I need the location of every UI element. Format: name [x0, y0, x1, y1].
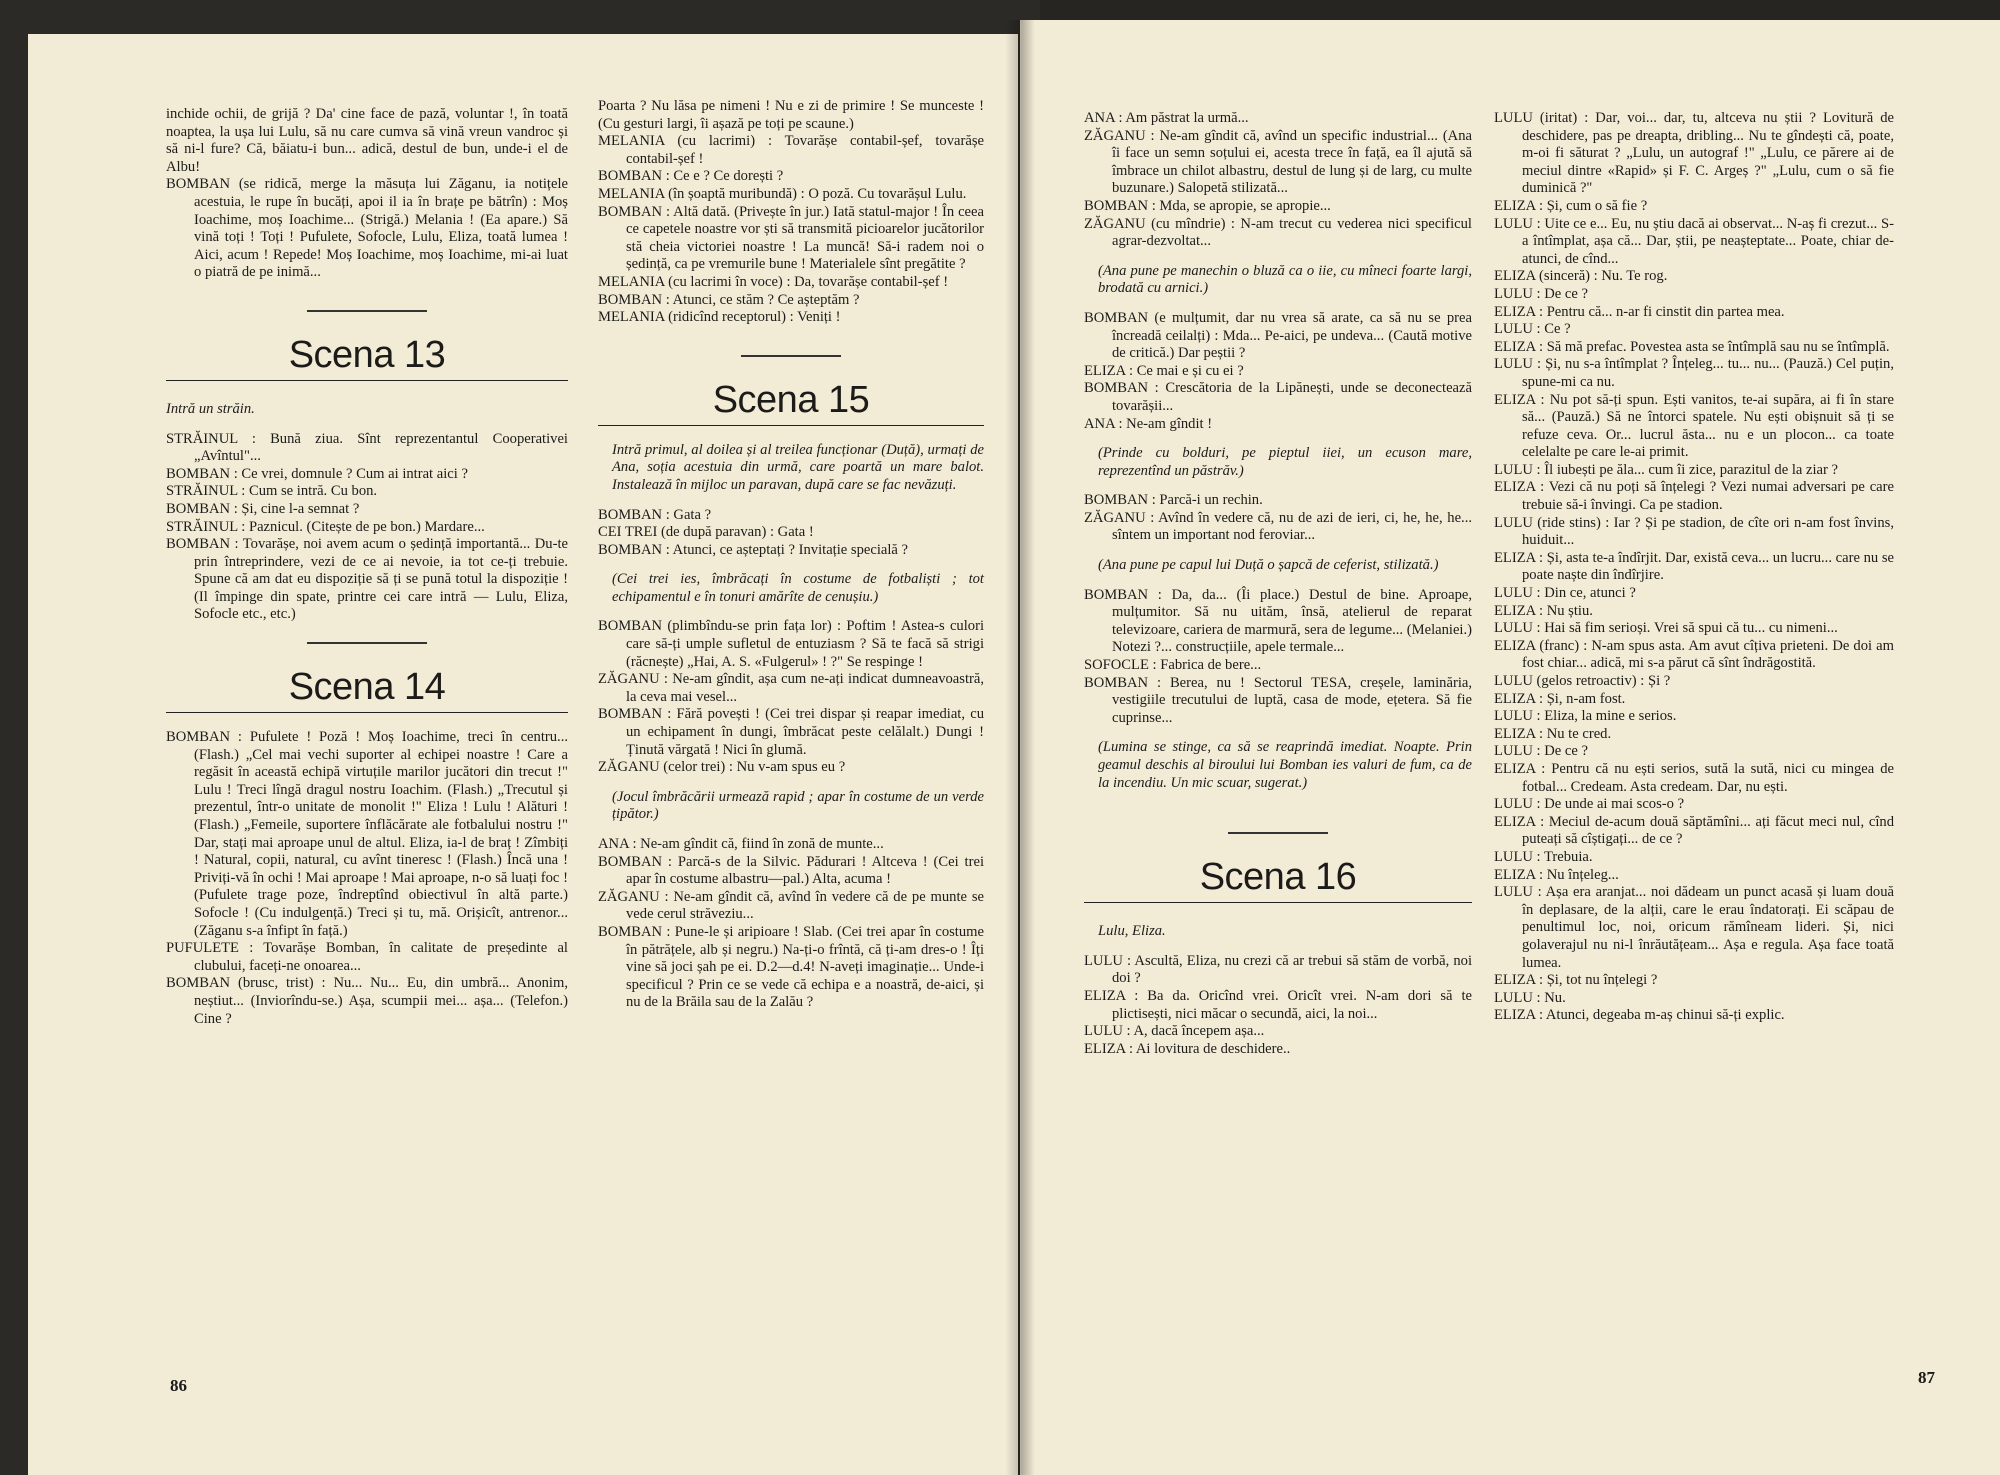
scene-14-heading: Scena 14 [166, 666, 568, 713]
dialogue-line: BOMBAN : Atunci, ce stăm ? Ce așteptăm ? [598, 291, 860, 308]
dialogue-line: ZĂGANU : Ne-am gîndit că, avînd un specific industrial... (Ana îi face un semn soțului ei, acesta trece în față, ea îl ajută să îmbrace un chilot albastru, destul de lung și de larg, cu multe buzunare.) Salopetă stilizată... [1084, 127, 1472, 197]
dialogue-line: STRĂINUL : Paznicul. (Citește de pe bon.) Mardare... [166, 518, 485, 535]
stage-direction: (Ana pune pe capul lui Duță o șapcă de ceferist, stilizată.) [1098, 557, 1439, 574]
dialogue-line: MELANIA (ridicînd receptorul) : Veniți ! [598, 309, 841, 326]
dialogue-line: ELIZA : Nu știu. [1494, 602, 1593, 619]
stage-direction: Intră primul, al doilea și al treilea funcționar (Duță), urmați de Ana, soția acestuia din urmă, care poartă un mare balot. Instalează în mijloc un paravan, după care se fac nevăzuți. [612, 441, 984, 493]
dialogue-line: BOMBAN : Atunci, ce așteptați ? Invitație specială ? [598, 541, 909, 558]
dialogue-line: STRĂINUL : Bună ziua. Sînt reprezentantul Cooperativei „Avîntul"... [166, 430, 568, 465]
dialogue-line: ANA : Ne-am gîndit ! [1084, 415, 1213, 432]
section-divider [307, 310, 427, 312]
dialogue-line: LULU : Uite ce e... Eu, nu știu dacă ai observat... N-aș fi crezut... S-a întîmplat, așa că... Dar, știi, pe neașteptate... Poate, chiar de-atunci, de cînd... [1494, 215, 1894, 267]
dialogue-line: ELIZA : Nu înțeleg... [1494, 866, 1619, 883]
dialogue-line: MELANIA (cu lacrimi în voce) : Da, tovarășe contabil-șef ! [598, 273, 949, 290]
dialogue-line: ELIZA : Atunci, degeaba m-aș chinui să-ți explic. [1494, 1007, 1785, 1024]
dialogue-line: LULU : A, dacă începem așa... [1084, 1023, 1265, 1040]
dialogue-line: LULU : Eliza, la mine e serios. [1494, 708, 1677, 725]
dialogue-line: ELIZA : Să mă prefac. Povestea asta se întîmplă sau nu se întîmplă. [1494, 338, 1890, 355]
dialogue-line: BOMBAN : Mda, se apropie, se apropie... [1084, 197, 1331, 214]
dialogue-line: BOMBAN : Pufulete ! Poză ! Moș Ioachime, treci în centru... (Flash.) „Cel mai vechi suporter al echipei noastre ! Care a regăsit în această echipă virtuțile marilor jucători din trecut !" Lulu ! Treci lîngă dragul nostru Ioachim. (Flash.) „Trecutul și prezentul, într-o unitate de monolit !" Eliza ! Lulu ! Alături ! (Flash.) „Femeile, suportere înflăcărate ale fotbalului nostru !" Dar, stați mai aproape unul de altul. Eliza, ia-l de braț ! Zîmbiți ! Natural, copii, natural, cu avînt tineresc ! (Flash.) Încă una ! Priviți-vă în ochi ! Mai aproape ! Mai aproape, n-o să luați foc ! (Pufulete trage poze, îndreptînd obiectivul în altă parte.) Sofocle ! (Cu indulgență.) Treci și tu, mă. Orișicît, antrenor... (Zăganu s-a înfipt în față.) [166, 729, 568, 939]
dialogue-line: ELIZA : Și, asta te-a îndîrjit. Dar, există ceva... un lucru... care nu se poate naște din îndîrjire. [1494, 549, 1894, 584]
dialogue-line: ELIZA : Vezi că nu poți să înțelegi ? Vezi numai adversari pe care trebuie să-i învingi. Ca pe stadion. [1494, 479, 1894, 514]
dialogue-line: BOMBAN : Tovarășe, noi avem acum o ședință importantă... Du-te prin întreprindere, vezi de ce ai nevoie, ia tot ce-ți trebuie. Spune că am dat eu dispoziție să ți se pună totul la dispoziție ! (Il împinge din spate, printre cei care intră — Lulu, Eliza, Sofocle etc., etc.) [166, 536, 568, 623]
dialogue-line: LULU : Așa era aranjat... noi dădeam un punct acasă și luam două în deplasare, de la alții, care le erau îndatorați. Ei scăpau de penultimul loc, noi, oricum rămîneam lideri. Și, nici golaverajul nu ni-l înrăutățeam... Așa e regula. Așa face toată lumea. [1494, 884, 1894, 971]
dialogue-line: BOMBAN : Ce e ? Ce dorești ? [598, 168, 784, 185]
dialogue-line: ELIZA : Ba da. Oricînd vrei. Oricît vrei. N-am dori să te plictisești, nici măcar o secundă, aici, la noi... [1084, 987, 1472, 1022]
book-cover-edge [1040, 0, 2000, 22]
dialogue-line: LULU (ride stins) : Iar ? Și pe stadion, de cîte ori n-am fost învins, huiduit... [1494, 514, 1894, 549]
stage-direction: Intră un străin. [166, 400, 255, 417]
dialogue-line: LULU : Din ce, atunci ? [1494, 585, 1636, 602]
dialogue-line: LULU : De ce ? [1494, 743, 1589, 760]
dialogue-line: LULU : De ce ? [1494, 285, 1589, 302]
dialogue-line: PUFULETE : Tovarășe Bomban, în calitate de președinte al clubului, faceți-ne onoarea... [166, 940, 568, 974]
dialogue-line: LULU : De unde ai mai scos-o ? [1494, 796, 1685, 813]
scene-15-heading: Scena 15 [598, 379, 984, 426]
dialogue-line: ZĂGANU : Ne-am gîndit, așa cum ne-ați indicat dumneavoastră, la ceva mai vesel... [598, 671, 984, 705]
dialogue-line: ELIZA (sinceră) : Nu. Te rog. [1494, 268, 1668, 285]
dialogue-line: ELIZA : Ce mai e și cu ei ? [1084, 362, 1244, 379]
dialogue-line: ANA : Ne-am gîndit că, fiind în zonă de munte... [598, 836, 884, 852]
paragraph: inchide ochii, de grijă ? Da' cine face de pază, voluntar !, în toată noaptea, la ușa lui Lulu, să nu care cumva să vină vreun vandroc și să ni-l fure? Că, băiatu-i bun... adică, destul de bun, unde-i el de Albu! [166, 106, 568, 175]
dialogue-line: MELANIA (în șoaptă muribundă) : O poză. Cu tovarășul Lulu. [598, 185, 967, 202]
dialogue-line: CEI TREI (de după paravan) : Gata ! [598, 524, 814, 541]
page-number: 87 [1918, 1368, 1935, 1387]
dialogue-line: ELIZA : Nu pot să-ți spun. Ești vanitos, te-ai supăra, ai fi în stare să... (Pauză.) Să ne întorci spatele. Nu ești obișnuit să ți se refuze ceva. Or... lucrul ăsta... nu e un plocon... ca toate celelalte pe care le-ai primit. [1494, 391, 1894, 461]
dialogue-line: BOMBAN : Fără povești ! (Cei trei dispar și reapar imediat, cu un echipament în dungi, îmbrăcat peste celălalt.) Dungi ! Ținută vărgată ! Nici în glumă. [598, 706, 984, 758]
dialogue-line: ZĂGANU : Ne-am gîndit că, avînd în vedere că de pe munte se vede cerul străveziu... [598, 888, 984, 923]
dialogue-line: BOMBAN : Crescătoria de la Lipănești, unde se deconectează tovarășii... [1084, 380, 1472, 414]
dialogue-line: LULU : Și, nu s-a întîmplat ? Înțeleg... tu... nu... (Pauză.) Cel puțin, spune-mi ca nu. [1494, 356, 1894, 390]
left-page [28, 34, 1018, 1475]
right-page-column-1 [1084, 110, 1472, 1058]
page-number: 86 [170, 1376, 187, 1395]
dialogue-line: LULU (iritat) : Dar, voi... dar, tu, altceva nu știi ? Lovitură de deschidere, pas pe dreapta, dribling... Nu te gîndești că, poate, m-oi fi săturat ? „Lulu, un autograf !" „Lulu, ce părere ai de meciul dintre «Rapid» și F. C. Argeș ?" „Lulu, cum o să fie duminică ?" [1494, 110, 1894, 197]
dialogue-line: BOMBAN (e mulțumit, dar nu vrea să arate, ca să nu se prea încreadă ceilalți) : Mda... Pe-aici, pe undeva... (Caută motive de critică.) Dar peștii ? [1084, 309, 1472, 362]
dialogue-line: ELIZA : Ai lovitura de deschidere.. [1084, 1040, 1291, 1057]
paragraph: BOMBAN (se ridică, merge la măsuța lui Zăganu, ia notițele acestuia, le rupe în bucăți, apoi il ia în brațe pe bătrîn) : Moș Ioachime, moș Ioachime... (Strigă.) Melania ! (Ea apare.) Să vină toți ! Toți ! Pufulete, Sofocle, Lulu, Eliza, toată lumea ! Aici, acum ! Repede! Moș Ioachime, moș Ioachime, mi-ai luat o piatră de pe inimă... [166, 176, 568, 281]
dialogue-line: LULU : Ascultă, Eliza, nu crezi că ar trebui să stăm de vorbă, noi doi ? [1084, 952, 1472, 987]
stage-direction: (Cei trei ies, îmbrăcați în costume de fotbaliști ; tot echipamentul e în tonuri amărîte de cenușiu.) [612, 571, 984, 605]
stage-direction: (Jocul îmbrăcării urmează rapid ; apar în costume de un verde țipător.) [612, 788, 984, 823]
dialogue-line: BOMBAN (brusc, trist) : Nu... Nu... Eu, din umbră... Anonim, neștiut... (Inviorîndu-se.) Așa, scumpii mei... așa... (Telefon.) Cine ? [166, 975, 568, 1027]
dialogue-line: BOMBAN : Ce vrei, domnule ? Cum ai intrat aici ? [166, 465, 468, 482]
paragraph: Poarta ? Nu lăsa pe nimeni ! Nu e zi de primire ! Se munceste ! (Cu gesturi largi, îi așază pe toți pe scaune.) [598, 98, 984, 132]
dialogue-line: ELIZA : Și, n-am fost. [1494, 690, 1626, 707]
dialogue-line: BOMBAN : Pune-le și aripioare ! Slab. (Cei trei apar în costume în pătrățele, alb și negru.) Na-ți-o frîntă, că ți-am dres-o ! Îți vine să joci șah pe ei. D.2—d.4! N-aveți imaginație... Unde-i specificul ? Prin ce se vede că echipa e a noastră, de-aici, și nu de la Brăila sau de la Zalău ? [598, 923, 984, 1011]
dialogue-line: STRĂINUL : Cum se intră. Cu bon. [166, 483, 378, 500]
stage-direction: (Lumina se stinge, ca să se reaprindă imediat. Noapte. Prin geamul deschis al biroului lui Bomban ies valuri de fum, ca de la incendiu. Un mic scuar, sugerat.) [1098, 739, 1472, 791]
scene-13-heading: Scena 13 [166, 334, 568, 381]
dialogue-line: ELIZA : Și, tot nu înțelegi ? [1494, 972, 1658, 989]
dialogue-line: LULU : Ce ? [1494, 321, 1571, 338]
stage-direction: Lulu, Eliza. [1098, 923, 1166, 940]
right-page-column-2 [1494, 110, 1894, 1025]
dialogue-line: LULU : Nu. [1494, 989, 1566, 1006]
right-page [1020, 20, 2000, 1475]
dialogue-line: LULU : Îl iubești pe ăla... cum îi zice, parazitul de la ziar ? [1494, 461, 1839, 478]
stage-direction: (Prinde cu bolduri, pe pieptul iiei, un ecuson mare, reprezentînd un păstrăv.) [1098, 445, 1472, 479]
book-gutter [1005, 20, 1035, 1475]
left-page-column-2 [598, 98, 984, 1012]
dialogue-line: LULU (gelos retroactiv) : Și ? [1494, 673, 1671, 689]
dialogue-line: SOFOCLE : Fabrica de bere... [1084, 657, 1262, 674]
dialogue-line: BOMBAN : Da, da... (Îi place.) Destul de bine. Aproape, mulțumitor. Să nu uităm, însă, atelierul de reparat televizoare, cariera de marmură, sera de legume... (Melaniei.) Notezi ?... construcțiile, apele termale... [1084, 586, 1472, 656]
scene-16-heading: Scena 16 [1084, 856, 1472, 903]
dialogue-line: BOMBAN : Berea, nu ! Sectorul TESA, creșele, laminăria, vestigiile trecutului de luptă, casa de mode, ețetera. Să fie cuprinse... [1084, 674, 1472, 726]
dialogue-line: ANA : Am păstrat la urmă... [1084, 110, 1249, 126]
dialogue-line: ELIZA : Pentru că nu ești serios, sută la sută, nici cu mingea de fotbal... Credeam. Asta credeam. Dar, nu ești. [1494, 760, 1894, 795]
dialogue-line: ELIZA (franc) : N-am spus asta. Am avut cîțiva prieteni. De doi am fost chiar... adică, mi s-a părut că sînt îndrăgostită. [1494, 637, 1894, 672]
dialogue-line: ELIZA : Meciul de-acum două săptămîni... ați făcut meci nul, cînd puteați să cîștigați... de ce ? [1494, 813, 1894, 848]
section-divider [741, 355, 841, 357]
dialogue-line: BOMBAN : Parcă-s de la Silvic. Pădurari ! Altceva ! (Cei trei apar în costume albastru—pal.) Alta, acuma ! [598, 853, 984, 888]
dialogue-line: ELIZA : Și, cum o să fie ? [1494, 197, 1648, 214]
left-page-column-1 [166, 106, 568, 1028]
dialogue-line: BOMBAN : Și, cine l-a semnat ? [166, 500, 360, 517]
dialogue-line: BOMBAN : Gata ? [598, 506, 712, 523]
dialogue-line: LULU : Hai să fim serioși. Vrei să spui că tu... cu nimeni... [1494, 620, 1838, 637]
dialogue-line: ZĂGANU (cu mîndrie) : N-am trecut cu vederea nici specificul agrar-dezvoltat... [1084, 215, 1472, 250]
section-divider [1228, 832, 1328, 834]
dialogue-line: BOMBAN : Altă dată. (Privește în jur.) Iată statul-major ! În ceea ce capetele noastre vor ști să transmită picioarelor jucătorilor stă cheia victoriei noastre ! La muncă! Să-i radem noi o ședință, ca pe vremurile bune ! Materialele sînt pregătite ? [598, 203, 984, 273]
section-divider [307, 642, 427, 644]
dialogue-line: ELIZA : Nu te cred. [1494, 725, 1612, 742]
dialogue-line: BOMBAN (plimbîndu-se prin fața lor) : Poftim ! Astea-s culori care să-ți umple sufletul de entuziasm ? Să te facă să strigi (răcnește) „Hai, A. S. «Fulgerul» ! ?" Se respinge ! [598, 618, 984, 670]
dialogue-line: BOMBAN : Parcă-i un rechin. [1084, 492, 1263, 509]
dialogue-line: ZĂGANU (celor trei) : Nu v-am spus eu ? [598, 759, 846, 776]
dialogue-line: ELIZA : Pentru că... n-ar fi cinstit din partea mea. [1494, 303, 1785, 320]
stage-direction: (Ana pune pe manechin o bluză ca o iie, cu mîneci foarte largi, brodată cu arnici.) [1098, 262, 1472, 297]
dialogue-line: LULU : Trebuia. [1494, 848, 1593, 865]
dialogue-line: ZĂGANU : Avînd în vedere că, nu de azi de ieri, ci, he, he, he... sîntem un important nod feroviar... [1084, 509, 1472, 544]
dialogue-line: MELANIA (cu lacrimi) : Tovarășe contabil-șef, tovarășe contabil-șef ! [598, 133, 984, 167]
